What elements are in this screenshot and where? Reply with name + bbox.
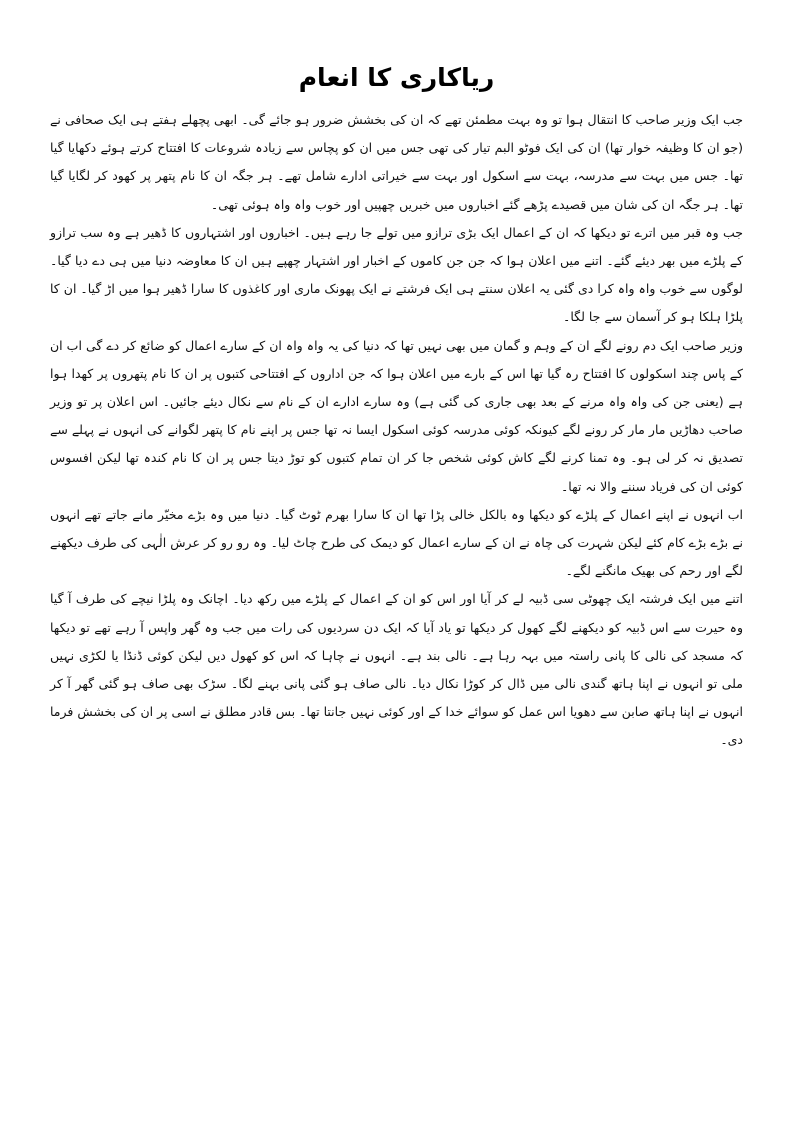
paragraph-5: اتنے میں ایک فرشتہ ایک چھوٹی سی ڈبیہ لے کر آیا اور اس کو ان کے اعمال کے پلڑے میں رکھ دیا۔ اچانک وہ پلڑا نیچے کی طرف آ گیا وہ حیرت سے اس ڈبیہ کو دیکھنے لگے کھول کر دیکھا تو یاد آیا کہ ایک دن سردیوں کی رات میں جب وہ گھر واپس آ رہے تھے تو دیکھا کہ مسجد کی نالی کا پانی راستہ میں بہہ رہا ہے۔ نالی بند ہے۔ انہوں نے چاہا کہ اس کو کھول دیں لیکن کوئی ڈنڈا یا لکڑی نہیں ملی تو انہوں نے اپنا ہاتھ گندی نالی میں ڈال کر کوڑا نکال دیا۔ نالی صاف ہو گئی پانی بہنے لگا۔ سڑک بھی صاف ہو گئی گھر آ کر انہوں نے اپنا ہاتھ صابن سے دھویا اس عمل کو سوائے خدا کے اور کوئی نہیں جانتا تھا۔ بس قادر مطلق نے اسی پر ان کی بخشش فرما دی۔ <box>50 591 743 748</box>
document-body <box>50 106 743 755</box>
paragraph-2: جب وہ قبر میں اترے تو دیکھا کہ ان کے اعمال ایک بڑی ترازو میں تولے جا رہے ہیں۔ اخباروں اور اشتہاروں کا ڈھیر ہے وہ سب ترازو کے پلڑے میں بھر دیئے گئے۔ اتنے میں اعلان ہوا کہ جن جن کاموں کے اخبار اور اشتہار چھپے ہیں ان کا معاوضہ دنیا میں ہی دے دیا گیا۔ لوگوں سے خوب واہ واہ کرا دی گئی یہ اعلان سنتے ہی ایک فرشتے نے ایک پھونک ماری اور کاغذوں کا سارا ڈھیر ہوا میں اڑ گیا۔ ان کا پلڑا ہلکا ہو کر آسمان سے جا لگا۔ <box>50 224 743 325</box>
paragraph-4: اب انہوں نے اپنے اعمال کے پلڑے کو دیکھا وہ بالکل خالی پڑا تھا ان کا سارا بھرم ٹوٹ گیا۔ دنیا میں وہ بڑے مخیّر مانے جاتے تھے انہوں نے بڑے بڑے کام کئے لیکن شہرت کی چاہ نے ان کے سارے اعمال کو دیمک کی طرح چاٹ لیا۔ وہ رو رو کر عرش الٰہی کی طرف دیکھنے لگے اور رحم کی بھیک مانگنے لگے۔ <box>50 506 743 579</box>
paragraph-1: جب ایک وزیر صاحب کا انتقال ہوا تو وہ بہت مطمئن تھے کہ ان کی بخشش ضرور ہو جائے گی۔ ابھی پچھلے ہفتے ہی ایک صحافی نے (جو ان کا وظیفہ خوار تھا) ان کی ایک فوٹو البم تیار کی تھی جس میں ان کو پچاس سے زیادہ شروعات کا افتتاح کرتے ہوئے دکھایا گیا تھا۔ جس میں بہت سے مدرسہ، بہت سے اسکول اور بہت سے خیراتی ادارے شامل تھے۔ ہر جگہ ان کا نام پتھر پر کھود کر لگایا گیا تھا۔ ہر جگہ ان کی شان میں قصیدے پڑھے گئے اخباروں میں خبریں چھپیں اور خوب واہ واہ ہوئی تھی۔ <box>50 112 743 212</box>
paragraph-3: وزیر صاحب ایک دم رونے لگے ان کے وہم و گمان میں بھی نہیں تھا کہ دنیا کی یہ واہ واہ ان کے سارے اعمال کو ضائع کر دے گی اب ان کے پاس چند اسکولوں کا افتتاح رہ گیا تھا اس کے بارے میں اعلان ہوا کہ جن اداروں کے افتتاحی کتبوں پر ان کا نام پتھروں پر کھدا ہوا ہے (یعنی جن کی واہ واہ مرنے کے بعد بھی جاری کی گئی ہے) وہ سارے ادارے ان کے نام سے نکال دیئے جائیں۔ اس اعلان پر تو وزیر صاحب دھاڑیں مار مار کر رونے لگے کیونکہ کوئی مدرسہ کوئی اسکول ایسا نہ تھا جس پر اپنے نام کا پتھر لگوانے کی انہوں نے پہلے سے تصدیق نہ کر لی ہو۔ وہ تمنا کرنے لگے کاش کوئی شخص جا کر ان تمام کتبوں کو توڑ دیتا جس پر ان کا نام کندہ تھا لیکن افسوس کوئی ان کی فریاد سننے والا نہ تھا۔ <box>50 337 743 494</box>
document-title: ریاکاری کا انعام <box>298 63 495 92</box>
